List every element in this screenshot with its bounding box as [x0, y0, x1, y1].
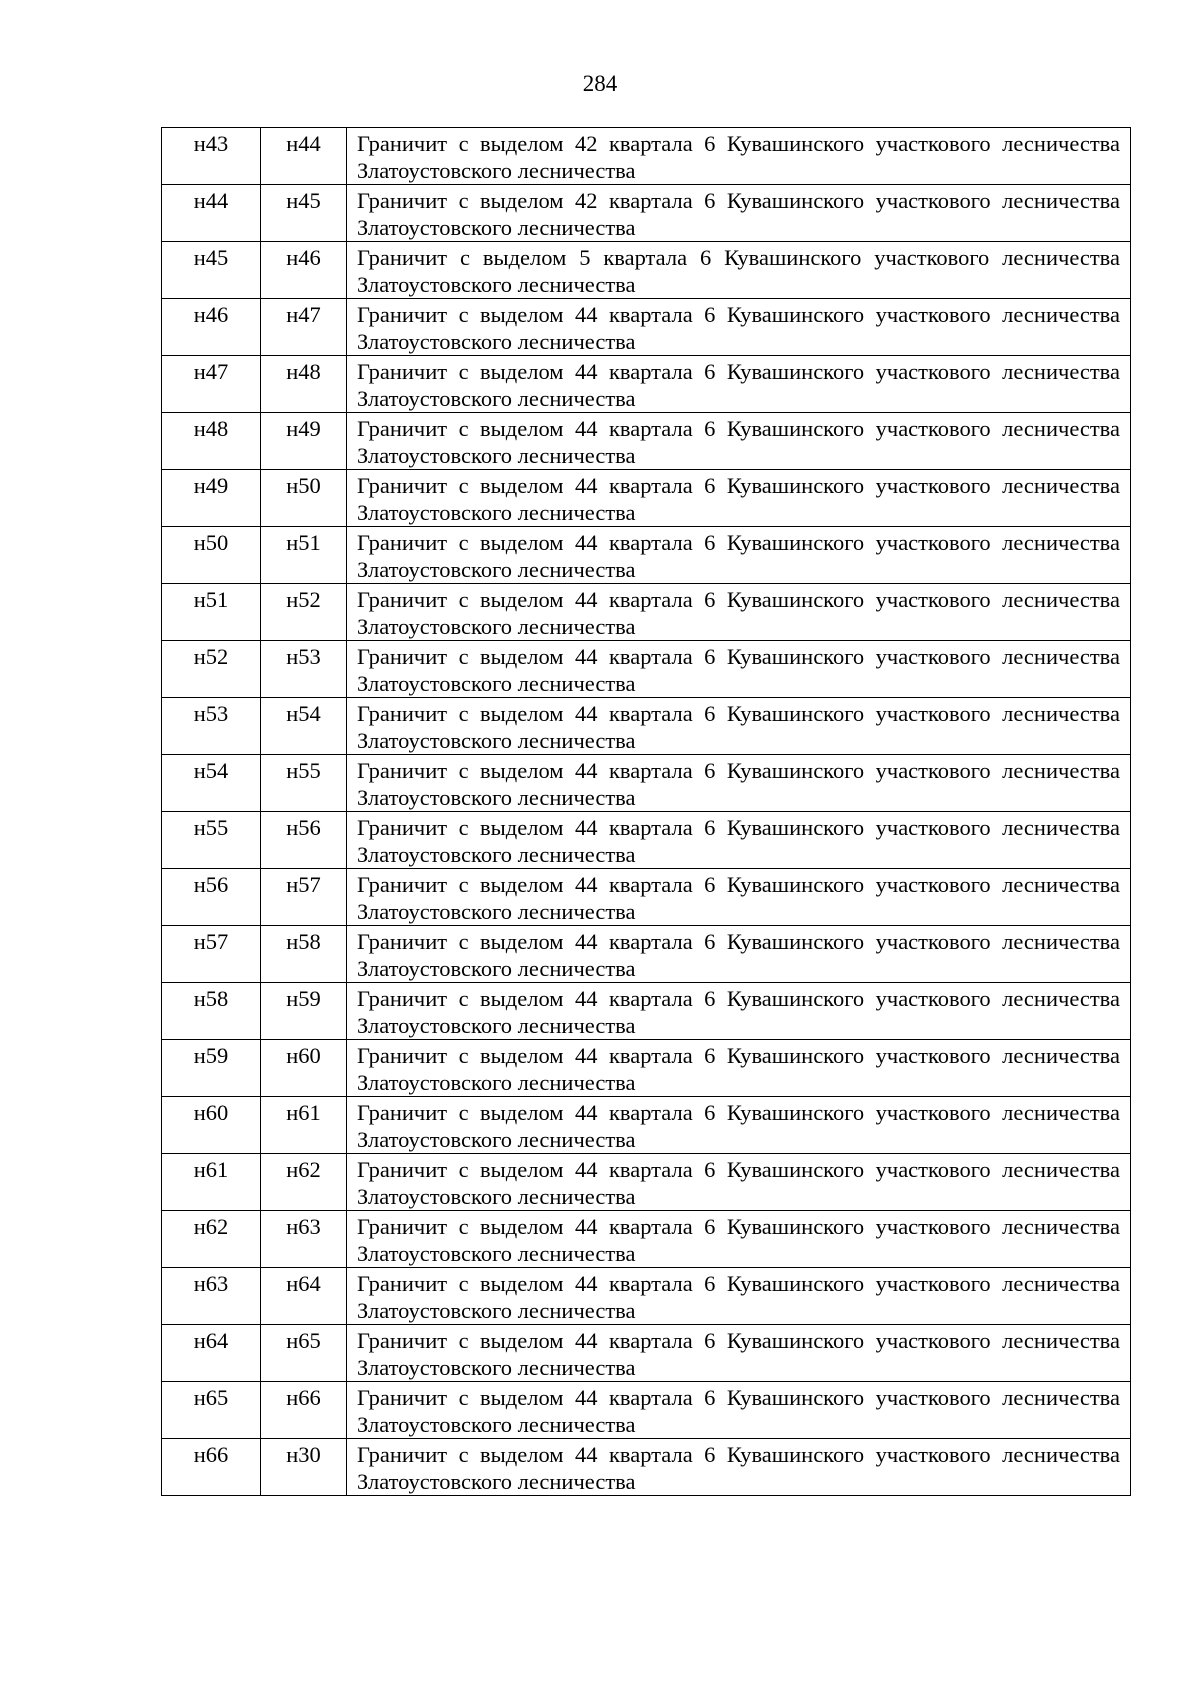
point-to-cell: н30: [261, 1439, 347, 1496]
point-to-cell: н50: [261, 470, 347, 527]
point-to-cell: н57: [261, 869, 347, 926]
point-from-cell: н60: [162, 1097, 261, 1154]
table-row: [162, 584, 1131, 641]
table-row: [162, 1211, 1131, 1268]
boundary-description-cell: Граничит с выделом 44 квартала 6 Кувашинского участкового лесничества Златоустовского лесничества: [347, 584, 1131, 641]
point-from-cell: н49: [162, 470, 261, 527]
table-row: [162, 1040, 1131, 1097]
table-row: [162, 869, 1131, 926]
table-row: [162, 128, 1131, 185]
boundary-description-cell: Граничит с выделом 42 квартала 6 Кувашинского участкового лесничества Златоустовского лесничества: [347, 128, 1131, 185]
table-row: [162, 641, 1131, 698]
point-to-cell: н54: [261, 698, 347, 755]
boundary-description-cell: Граничит с выделом 44 квартала 6 Кувашинского участкового лесничества Златоустовского лесничества: [347, 812, 1131, 869]
point-from-cell: н62: [162, 1211, 261, 1268]
table-row: [162, 413, 1131, 470]
table-row: [162, 1154, 1131, 1211]
point-from-cell: н43: [162, 128, 261, 185]
boundary-description-cell: Граничит с выделом 44 квартала 6 Кувашинского участкового лесничества Златоустовского лесничества: [347, 413, 1131, 470]
point-from-cell: н63: [162, 1268, 261, 1325]
point-to-cell: н65: [261, 1325, 347, 1382]
point-to-cell: н55: [261, 755, 347, 812]
table-row: [162, 698, 1131, 755]
point-from-cell: н65: [162, 1382, 261, 1439]
point-from-cell: н52: [162, 641, 261, 698]
table-row: [162, 812, 1131, 869]
boundary-description-cell: Граничит с выделом 44 квартала 6 Кувашинского участкового лесничества Златоустовского лесничества: [347, 983, 1131, 1040]
boundary-description-cell: Граничит с выделом 5 квартала 6 Кувашинского участкового лесничества Златоустовского лесничества: [347, 242, 1131, 299]
boundary-description-cell: Граничит с выделом 44 квартала 6 Кувашинского участкового лесничества Златоустовского лесничества: [347, 1211, 1131, 1268]
point-to-cell: н52: [261, 584, 347, 641]
boundary-description-cell: Граничит с выделом 44 квартала 6 Кувашинского участкового лесничества Златоустовского лесничества: [347, 470, 1131, 527]
boundary-description-cell: Граничит с выделом 44 квартала 6 Кувашинского участкового лесничества Златоустовского лесничества: [347, 698, 1131, 755]
point-from-cell: н53: [162, 698, 261, 755]
boundary-description-cell: Граничит с выделом 44 квартала 6 Кувашинского участкового лесничества Златоустовского лесничества: [347, 299, 1131, 356]
point-to-cell: н44: [261, 128, 347, 185]
table-row: [162, 470, 1131, 527]
table-row: [162, 983, 1131, 1040]
point-to-cell: н59: [261, 983, 347, 1040]
boundary-description-cell: Граничит с выделом 44 квартала 6 Кувашинского участкового лесничества Златоустовского лесничества: [347, 869, 1131, 926]
point-from-cell: н51: [162, 584, 261, 641]
boundary-description-cell: Граничит с выделом 44 квартала 6 Кувашинского участкового лесничества Златоустовского лесничества: [347, 926, 1131, 983]
point-to-cell: н49: [261, 413, 347, 470]
point-to-cell: н51: [261, 527, 347, 584]
point-from-cell: н64: [162, 1325, 261, 1382]
point-from-cell: н46: [162, 299, 261, 356]
table-row: [162, 242, 1131, 299]
point-from-cell: н44: [162, 185, 261, 242]
table-row: [162, 356, 1131, 413]
point-from-cell: н45: [162, 242, 261, 299]
page-number: 284: [582, 71, 618, 96]
table-row: [162, 1382, 1131, 1439]
boundary-description-cell: Граничит с выделом 44 квартала 6 Кувашинского участкового лесничества Златоустовского лесничества: [347, 1154, 1131, 1211]
point-to-cell: н66: [261, 1382, 347, 1439]
point-from-cell: н50: [162, 527, 261, 584]
boundary-description-cell: Граничит с выделом 44 квартала 6 Кувашинского участкового лесничества Златоустовского лесничества: [347, 1268, 1131, 1325]
point-from-cell: н56: [162, 869, 261, 926]
boundary-description-cell: Граничит с выделом 44 квартала 6 Кувашинского участкового лесничества Златоустовского лесничества: [347, 641, 1131, 698]
table-body: [162, 128, 1131, 1496]
boundary-description-cell: Граничит с выделом 42 квартала 6 Кувашинского участкового лесничества Златоустовского лесничества: [347, 185, 1131, 242]
point-to-cell: н62: [261, 1154, 347, 1211]
point-to-cell: н64: [261, 1268, 347, 1325]
point-to-cell: н46: [261, 242, 347, 299]
point-to-cell: н56: [261, 812, 347, 869]
table-row: [162, 299, 1131, 356]
point-to-cell: н60: [261, 1040, 347, 1097]
point-from-cell: н47: [162, 356, 261, 413]
point-to-cell: н61: [261, 1097, 347, 1154]
point-to-cell: н63: [261, 1211, 347, 1268]
boundary-description-cell: Граничит с выделом 44 квартала 6 Кувашинского участкового лесничества Златоустовского лесничества: [347, 356, 1131, 413]
point-from-cell: н66: [162, 1439, 261, 1496]
table-row: [162, 185, 1131, 242]
table-row: [162, 1439, 1131, 1496]
point-from-cell: н48: [162, 413, 261, 470]
point-to-cell: н47: [261, 299, 347, 356]
boundary-table: [161, 127, 1131, 1496]
boundary-description-cell: Граничит с выделом 44 квартала 6 Кувашинского участкового лесничества Златоустовского лесничества: [347, 1040, 1131, 1097]
point-from-cell: н55: [162, 812, 261, 869]
table-row: [162, 1097, 1131, 1154]
point-to-cell: н45: [261, 185, 347, 242]
table-row: [162, 926, 1131, 983]
point-from-cell: н54: [162, 755, 261, 812]
boundary-description-cell: Граничит с выделом 44 квартала 6 Кувашинского участкового лесничества Златоустовского лесничества: [347, 1439, 1131, 1496]
table-row: [162, 527, 1131, 584]
table-row: [162, 1268, 1131, 1325]
boundary-description-cell: Граничит с выделом 44 квартала 6 Кувашинского участкового лесничества Златоустовского лесничества: [347, 1325, 1131, 1382]
boundary-description-cell: Граничит с выделом 44 квартала 6 Кувашинского участкового лесничества Златоустовского лесничества: [347, 755, 1131, 812]
boundary-description-cell: Граничит с выделом 44 квартала 6 Кувашинского участкового лесничества Златоустовского лесничества: [347, 1097, 1131, 1154]
table-row: [162, 1325, 1131, 1382]
point-from-cell: н58: [162, 983, 261, 1040]
point-to-cell: н48: [261, 356, 347, 413]
boundary-description-cell: Граничит с выделом 44 квартала 6 Кувашинского участкового лесничества Златоустовского лесничества: [347, 527, 1131, 584]
point-to-cell: н53: [261, 641, 347, 698]
point-from-cell: н61: [162, 1154, 261, 1211]
point-from-cell: н57: [162, 926, 261, 983]
boundary-description-cell: Граничит с выделом 44 квартала 6 Кувашинского участкового лесничества Златоустовского лесничества: [347, 1382, 1131, 1439]
point-to-cell: н58: [261, 926, 347, 983]
table-row: [162, 755, 1131, 812]
point-from-cell: н59: [162, 1040, 261, 1097]
